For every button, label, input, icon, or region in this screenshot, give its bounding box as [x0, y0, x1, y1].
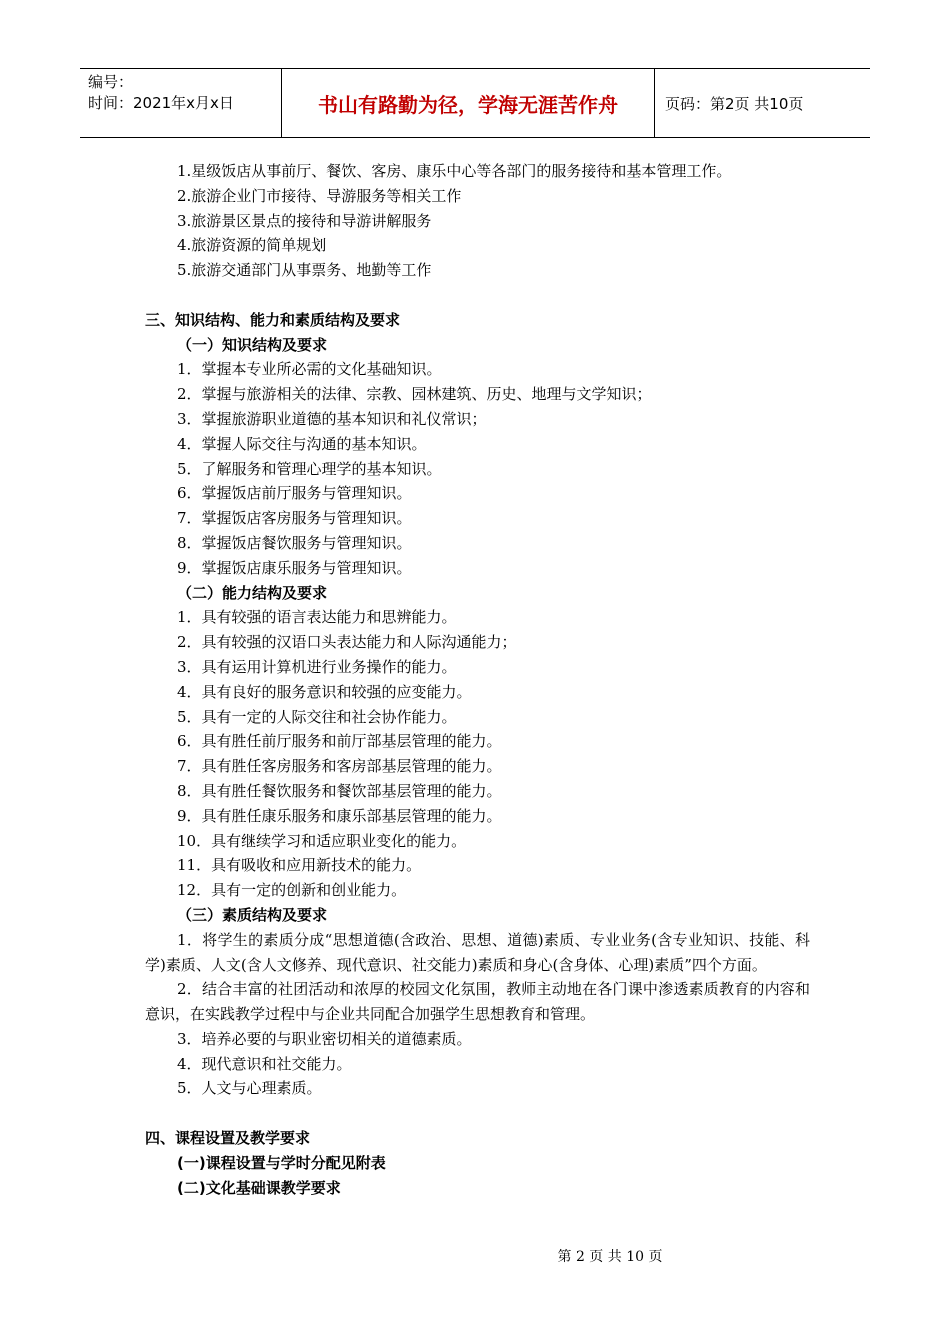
ability-item: 6．具有胜任前厅服务和前厅部基层管理的能力。 [177, 732, 502, 751]
ability-item: 1．具有较强的语言表达能力和思辨能力。 [177, 608, 457, 627]
ability-item: 5．具有一定的人际交往和社会协作能力。 [177, 707, 457, 726]
ability-item: 9．具有胜任康乐服务和康乐部基层管理的能力。 [177, 806, 502, 825]
ability-item: 8．具有胜任餐饮服务和餐饮部基层管理的能力。 [177, 781, 502, 800]
ability-item: 4．具有良好的服务意识和较强的应变能力。 [177, 682, 472, 701]
section-4-heading: 四、课程设置及教学要求 [145, 1129, 311, 1148]
quality-item: 5．人文与心理素质。 [177, 1079, 322, 1098]
quality-heading: （三）素质结构及要求 [177, 905, 328, 924]
ability-item: 3．具有运用计算机进行业务操作的能力。 [177, 657, 457, 676]
knowledge-item: 4．掌握人际交往与沟通的基本知识。 [177, 434, 427, 453]
ability-item: 11．具有吸收和应用新技术的能力。 [177, 856, 422, 875]
knowledge-item: 5．了解服务和管理心理学的基本知识。 [177, 459, 442, 478]
knowledge-item: 9．掌握饭店康乐服务与管理知识。 [177, 558, 412, 577]
career-item: 2.旅游企业门市接待、导游服务等相关工作 [177, 186, 462, 205]
knowledge-item: 8．掌握饭店餐饮服务与管理知识。 [177, 533, 412, 552]
header-motto: 书山有路勤为径，学海无涯苦作舟 [282, 69, 655, 137]
quality-item: 3．培养必要的与职业密切相关的道德素质。 [177, 1029, 472, 1048]
knowledge-item: 1．掌握本专业所必需的文化基础知识。 [177, 360, 442, 379]
quality-paragraph-1: 1．将学生的素质分成“思想道德(含政治、思想、道德)素质、专业业务(含专业知识、技能、科学)素质、人文(含人文修养、现代意识、社交能力)素质和身心(含身体、心理)素质”四个方面。 [145, 930, 810, 974]
knowledge-item: 3．掌握旅游职业道德的基本知识和礼仪常识； [177, 409, 487, 428]
knowledge-heading: （一）知识结构及要求 [177, 335, 328, 354]
page-footer: 第 2 页 共 10 页 [557, 1249, 663, 1265]
ability-item: 2．具有较强的汉语口头表达能力和人际沟通能力； [177, 633, 517, 652]
knowledge-item: 2．掌握与旅游相关的法律、宗教、园林建筑、历史、地理与文学知识； [177, 385, 652, 404]
header-page-label: 页码：第2页 共10页 [665, 94, 804, 113]
section-4-sub-1: (一)课程设置与学时分配见附表 [177, 1153, 386, 1172]
quality-item: 4．现代意识和社交能力。 [177, 1054, 352, 1073]
page-header [80, 68, 870, 138]
document-number-label: 编号： [88, 73, 134, 91]
ability-item: 12．具有一定的创新和创业能力。 [177, 881, 407, 900]
knowledge-item: 7．掌握饭店客房服务与管理知识。 [177, 509, 412, 528]
career-item: 1.星级饭店从事前厅、餐饮、客房、康乐中心等各部门的服务接待和基本管理工作。 [177, 162, 732, 180]
section-3-heading: 三、知识结构、能力和素质结构及要求 [145, 310, 401, 329]
knowledge-item: 6．掌握饭店前厅服务与管理知识。 [177, 484, 412, 503]
document-body [145, 159, 810, 1200]
document-time-label: 时间：2021年x月x日 [88, 94, 234, 112]
section-4-sub-2: (二)文化基础课教学要求 [177, 1178, 341, 1197]
career-item: 4.旅游资源的简单规划 [177, 236, 327, 255]
quality-paragraph-2: 2．结合丰富的社团活动和浓厚的校园文化氛围，教师主动地在各门课中渗透素质教育的内容和意识，在实践教学过程中与企业共同配合加强学生思想教育和管理。 [145, 980, 810, 1024]
header-meta [80, 69, 282, 137]
ability-heading: （二）能力结构及要求 [177, 583, 328, 602]
ability-item: 10．具有继续学习和适应职业变化的能力。 [177, 831, 467, 850]
ability-item: 7．具有胜任客房服务和客房部基层管理的能力。 [177, 757, 502, 776]
career-item: 5.旅游交通部门从事票务、地勤等工作 [177, 261, 432, 280]
career-item: 3.旅游景区景点的接待和导游讲解服务 [177, 211, 432, 230]
